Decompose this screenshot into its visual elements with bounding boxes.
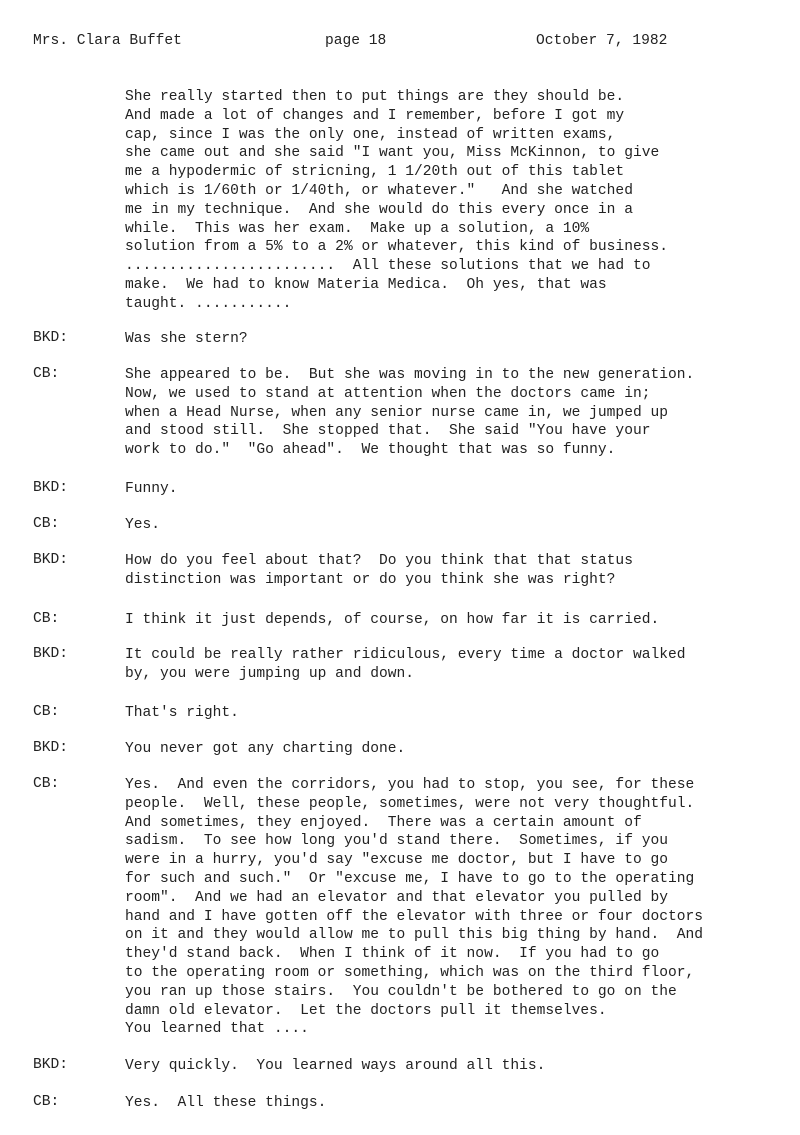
text-line: It could be really rather ridiculous, every time a doctor walked [125, 647, 686, 663]
text-line: me a hypodermic of stricning, 1 1/20th out of this tablet [125, 164, 625, 181]
text-line: She appeared to be. But she was moving in to the new generation. [125, 367, 695, 383]
text-line: me in my technique. And she would do this every once in a [125, 201, 633, 218]
utterance-text [125, 611, 659, 630]
text-line: distinction was important or do you think she was right? [125, 571, 616, 588]
text-line: I think it just depends, of course, on how far it is carried. [125, 612, 660, 628]
text-line: taught. ........... [125, 295, 292, 312]
text-line: You learned that .... [125, 1021, 309, 1038]
header-page-number: page 18 [325, 33, 387, 49]
utterance-text [125, 366, 694, 460]
utterance-text [125, 740, 405, 759]
text-line: Was she stern? [125, 331, 248, 347]
utterance-text [125, 88, 668, 314]
text-line: on it and they would allow me to pull this big thing by hand. And [125, 927, 704, 944]
text-line: make. We had to know Materia Medica. Oh yes, that was [125, 276, 607, 293]
header-interviewee: Mrs. Clara Buffet [33, 33, 182, 49]
speaker-label: BKD: [33, 330, 69, 346]
text-line: when a Head Nurse, when any senior nurse came in, we jumped up [125, 404, 668, 421]
text-line: Yes. And even the corridors, you had to stop, you see, for these [125, 777, 695, 793]
speaker-label: CB: [33, 1094, 60, 1110]
text-line: and stood still. She stopped that. She said "You have your [125, 423, 651, 440]
text-line: work to do." "Go ahead". We thought that was so funny. [125, 442, 616, 459]
utterance-text [125, 516, 160, 535]
utterance-text [125, 646, 686, 684]
text-line: And made a lot of changes and I remember, before I got my [125, 107, 625, 124]
speaker-label: CB: [33, 776, 60, 792]
text-line: That's right. [125, 705, 239, 721]
utterance-text [125, 1094, 326, 1113]
text-line: Very quickly. You learned ways around all this. [125, 1058, 546, 1074]
text-line: Yes. All these things. [125, 1095, 327, 1111]
utterance-text [125, 552, 633, 590]
utterance-text [125, 480, 178, 499]
speaker-label: BKD: [33, 646, 69, 662]
text-line: they'd stand back. When I think of it now. If you had to go [125, 946, 660, 963]
text-line: Yes. [125, 517, 161, 533]
header-date: October 7, 1982 [536, 33, 668, 49]
text-line: You never got any charting done. [125, 741, 406, 757]
speaker-label: CB: [33, 366, 60, 382]
speaker-label: BKD: [33, 480, 69, 496]
text-line: hand and I have gotten off the elevator with three or four doctors [125, 908, 704, 925]
text-line: she came out and she said "I want you, Miss McKinnon, to give [125, 145, 660, 162]
text-line: you ran up those stairs. You couldn't be bothered to go on the [125, 983, 677, 1000]
speaker-label: CB: [33, 704, 60, 720]
utterance-text [125, 330, 248, 349]
text-line: damn old elevator. Let the doctors pull it themselves. [125, 1002, 607, 1019]
page-header [0, 33, 800, 53]
speaker-label: CB: [33, 611, 60, 627]
text-line: to the operating room or something, which was on the third floor, [125, 964, 695, 981]
utterance-text [125, 704, 239, 723]
utterance-text [125, 776, 703, 1039]
text-line: were in a hurry, you'd say "excuse me doctor, but I have to go [125, 852, 668, 869]
speaker-label: BKD: [33, 552, 69, 568]
text-line: And sometimes, they enjoyed. There was a certain amount of [125, 814, 642, 831]
speaker-label: CB: [33, 516, 60, 532]
text-line: sadism. To see how long you'd stand there. Sometimes, if you [125, 833, 668, 850]
utterance-text [125, 1057, 545, 1076]
text-line: How do you feel about that? Do you think that that status [125, 553, 633, 569]
text-line: Now, we used to stand at attention when the doctors came in; [125, 385, 651, 402]
text-line: Funny. [125, 481, 178, 497]
text-line: which is 1/60th or 1/40th, or whatever." And she watched [125, 182, 633, 199]
speaker-label: BKD: [33, 1057, 69, 1073]
text-line: She really started then to put things are they should be. [125, 89, 625, 105]
text-line: for such and such." Or "excuse me, I have to go to the operating [125, 870, 695, 887]
text-line: cap, since I was the only one, instead of written exams, [125, 126, 616, 143]
speaker-label: BKD: [33, 740, 69, 756]
text-line: ........................ All these solutions that we had to [125, 258, 651, 275]
text-line: room". And we had an elevator and that elevator you pulled by [125, 889, 668, 906]
text-line: by, you were jumping up and down. [125, 665, 415, 682]
text-line: solution from a 5% to a 2% or whatever, this kind of business. [125, 239, 668, 256]
text-line: people. Well, these people, sometimes, were not very thoughtful. [125, 795, 695, 812]
text-line: while. This was her exam. Make up a solution, a 10% [125, 220, 590, 237]
